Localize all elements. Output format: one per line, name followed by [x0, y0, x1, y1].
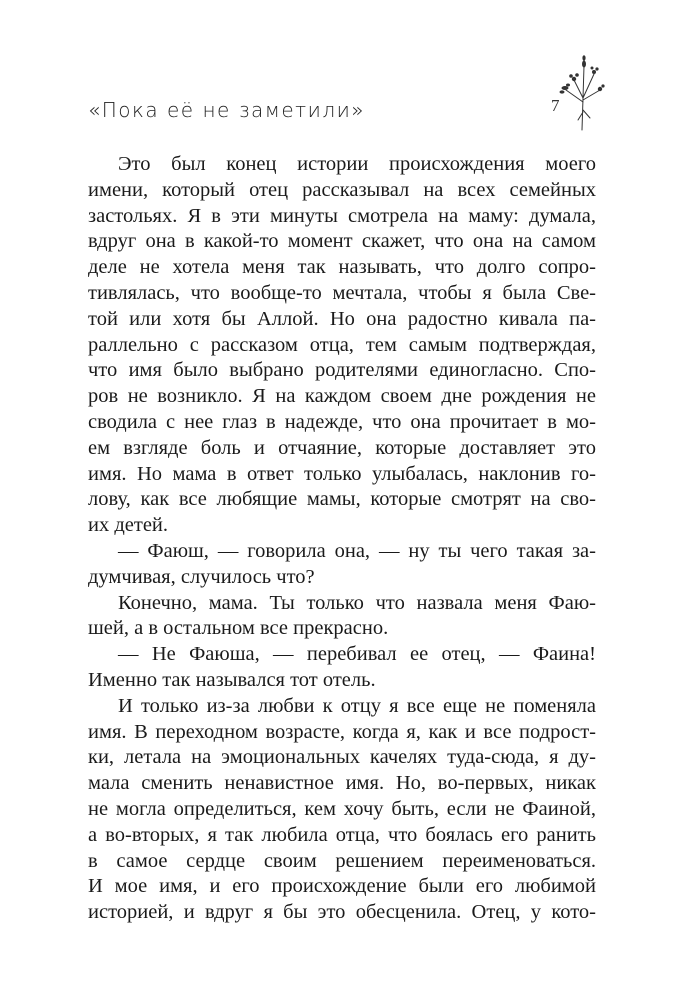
text-line: не могла определиться, кем хочу быть, если не Фаиной, — [88, 797, 596, 820]
text-line: лову, как все любящие мамы, которые смотрят на сво- — [88, 488, 596, 511]
text-line: той или хотя бы Аллой. Но она радостно кивала па- — [88, 307, 596, 330]
text-line: — Не Фаюша, — перебивал ее отец, — Фаина! — [118, 643, 596, 666]
text-line: Конечно, мама. Ты только что назвала меня Фаю- — [118, 591, 596, 614]
text-line: шей, а в остальном все прекрасно. — [88, 617, 389, 640]
text-line: имени, который отец рассказывал на всех семейных — [88, 178, 596, 201]
text-line: их детей. — [88, 514, 169, 537]
text-line: а во-вторых, я так любила отца, что боялась его ранить — [88, 823, 596, 846]
text-line: раллельно с рассказом отца, тем самым подтверждая, — [88, 333, 596, 356]
text-line: И мое имя, и его происхождение были его любимой — [88, 875, 596, 898]
text-line: Это был конец истории происхождения моего — [118, 153, 596, 175]
text-line: деле не хотела меня так называть, что долго сопро- — [88, 256, 596, 279]
text-line: ки, летала на эмоциональных качелях туда-сюда, я ду- — [88, 746, 596, 769]
text-line: мала сменить ненавистное имя. Но, во-первых, никак — [88, 772, 596, 795]
text-line: историей, и вдруг я бы это обесценила. Отец, у кото- — [88, 901, 596, 924]
text-line: имя. В переходном возрасте, когда я, как и все подрост- — [88, 720, 596, 743]
text-line: ем взгляде боль и отчаяние, которые доставляет это — [88, 436, 596, 459]
text-line: сводила с нее глаз в надежде, что она прочитает в мо- — [88, 410, 596, 433]
text-line: думчивая, случилось что? — [88, 565, 315, 588]
text-line: имя. Но мама в ответ только улыбалась, наклонив го- — [88, 462, 596, 485]
text-line: И только из-за любви к отцу я все еще не поменяла — [118, 694, 596, 717]
body-text — [88, 152, 596, 926]
wildflower-bouquet-icon — [556, 50, 612, 134]
text-line: тивлялась, что вообще-то мечтала, чтобы я была Све- — [88, 281, 596, 304]
text-line: что имя было выбрано родителями единогласно. Спо- — [88, 359, 596, 382]
text-line: вдруг она в какой-то момент скажет, что она на самом — [88, 230, 596, 253]
text-line: Именно так назывался тот отель. — [88, 668, 376, 691]
text-line: застольях. Я в эти минуты смотрела на маму: думала, — [88, 204, 596, 227]
text-line: в самое сердце своим решением переименоваться. — [88, 849, 596, 872]
page-number: 7 — [551, 96, 560, 115]
text-line: ров не возникло. Я на каждом своем дне рождения не — [88, 385, 596, 408]
text-line: — Фаюш, — говорила она, — ну ты чего такая за- — [118, 539, 596, 562]
running-title: «Пока её не заметили» — [88, 98, 366, 122]
